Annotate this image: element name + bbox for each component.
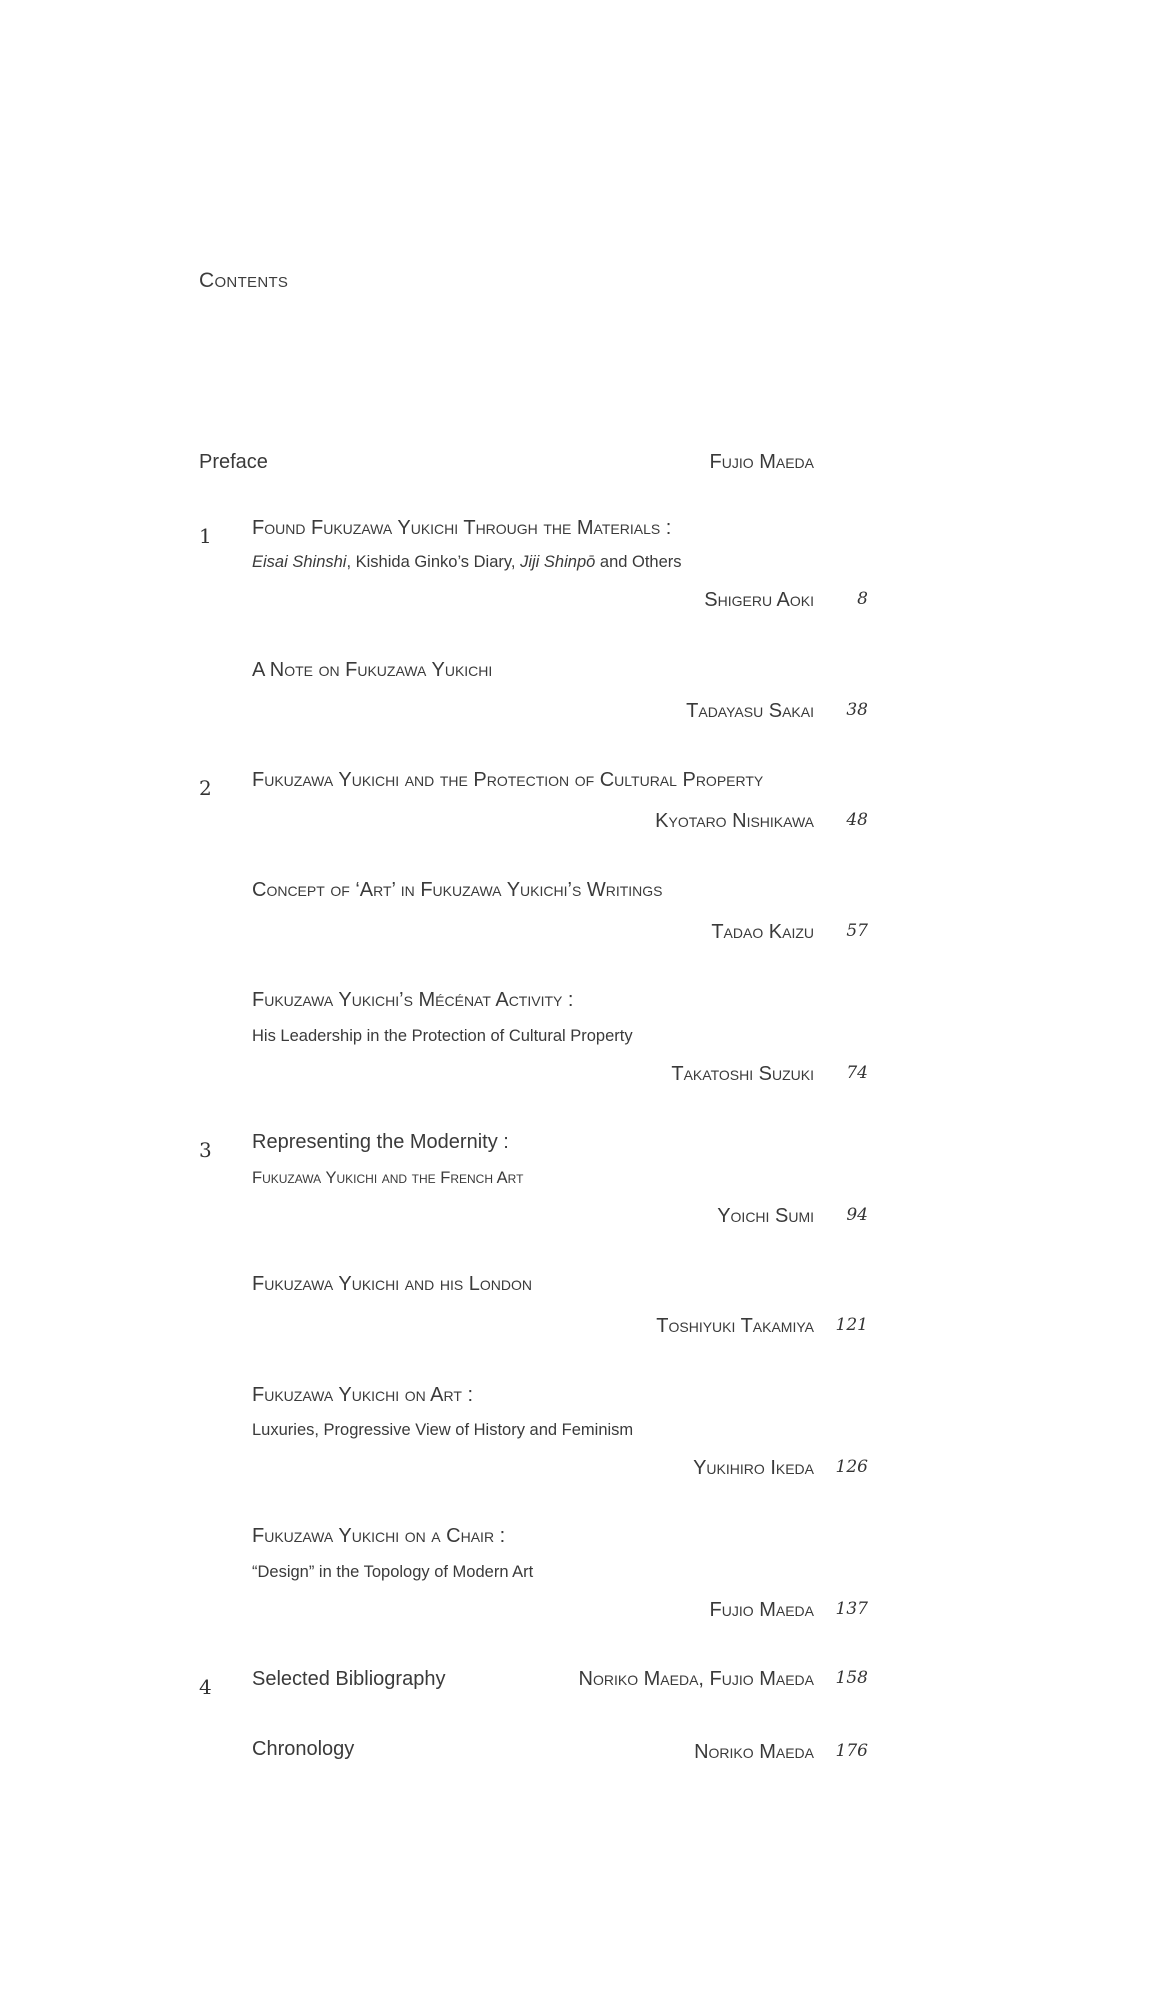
- entry-title: Chronology: [252, 1738, 355, 1760]
- subtitle-text: , Kishida Ginko’s Diary,: [346, 553, 521, 571]
- entry-page-number: 8: [857, 589, 868, 609]
- entry-title: A Note on Fukuzawa Yukichi: [252, 659, 493, 681]
- entry-title: Fukuzawa Yukichi and his London: [252, 1273, 532, 1295]
- entry-author: Tadao Kaizu: [711, 921, 814, 943]
- subtitle-italic-eisai: Eisai Shinshi: [252, 553, 347, 571]
- entry-page-number: 57: [846, 921, 868, 941]
- preface-author: Fujio Maeda: [709, 451, 814, 473]
- part-number-4: 4: [199, 1675, 212, 1699]
- entry-author: Tadayasu Sakai: [686, 700, 814, 722]
- subtitle-italic-jiji: Jiji Shinpō: [520, 553, 596, 571]
- entry-title: Representing the Modernity :: [252, 1131, 509, 1153]
- part-number-1: 1: [199, 524, 212, 548]
- entry-author: Yoichi Sumi: [717, 1205, 814, 1227]
- entry-author: Takatoshi Suzuki: [671, 1063, 814, 1085]
- part-number-2: 2: [199, 776, 212, 800]
- entry-page-number: 137: [835, 1599, 868, 1619]
- entry-subtitle: Fukuzawa Yukichi and the French Art: [252, 1169, 524, 1187]
- entry-title: Fukuzawa Yukichi and the Protection of Cultural Property: [252, 769, 764, 791]
- entry-author: Yukihiro Ikeda: [693, 1457, 814, 1479]
- entry-page-number: 94: [846, 1205, 868, 1225]
- entry-title: Fukuzawa Yukichi on a Chair :: [252, 1525, 506, 1547]
- entry-title: Found Fukuzawa Yukichi Through the Materials :: [252, 517, 672, 539]
- part-number-3: 3: [199, 1138, 212, 1162]
- preface-label: Preface: [199, 451, 268, 473]
- subtitle-text: and Others: [595, 553, 682, 571]
- entry-page-number: 48: [846, 810, 868, 830]
- entry-subtitle: Luxuries, Progressive View of History and Feminism: [252, 1421, 634, 1439]
- entry-author: Shigeru Aoki: [704, 589, 814, 611]
- entry-page-number: 158: [835, 1668, 868, 1688]
- entry-author: Kyotaro Nishikawa: [655, 810, 814, 832]
- entry-page-number: 126: [835, 1457, 868, 1477]
- entry-page-number: 176: [835, 1741, 868, 1761]
- entry-title: Concept of ‘Art’ in Fukuzawa Yukichi’s Writings: [252, 879, 663, 901]
- entry-author: Fujio Maeda: [709, 1599, 814, 1621]
- entry-subtitle: “Design” in the Topology of Modern Art: [252, 1563, 534, 1581]
- entry-author: Noriko Maeda: [694, 1741, 814, 1763]
- entry-page-number: 38: [846, 700, 868, 720]
- entry-title: Fukuzawa Yukichi on Art :: [252, 1384, 474, 1406]
- entry-title: Fukuzawa Yukichi’s Mécénat Activity :: [252, 989, 574, 1011]
- entry-author: Noriko Maeda, Fujio Maeda: [578, 1668, 814, 1690]
- entry-page-number: 74: [846, 1063, 868, 1083]
- entry-subtitle: His Leadership in the Protection of Cultural Property: [252, 1027, 633, 1045]
- entry-subtitle: [252, 554, 682, 571]
- entry-author: Toshiyuki Takamiya: [656, 1315, 814, 1337]
- page-title: Contents: [199, 269, 289, 292]
- entry-page-number: 121: [835, 1315, 868, 1335]
- entry-title: Selected Bibliography: [252, 1668, 446, 1690]
